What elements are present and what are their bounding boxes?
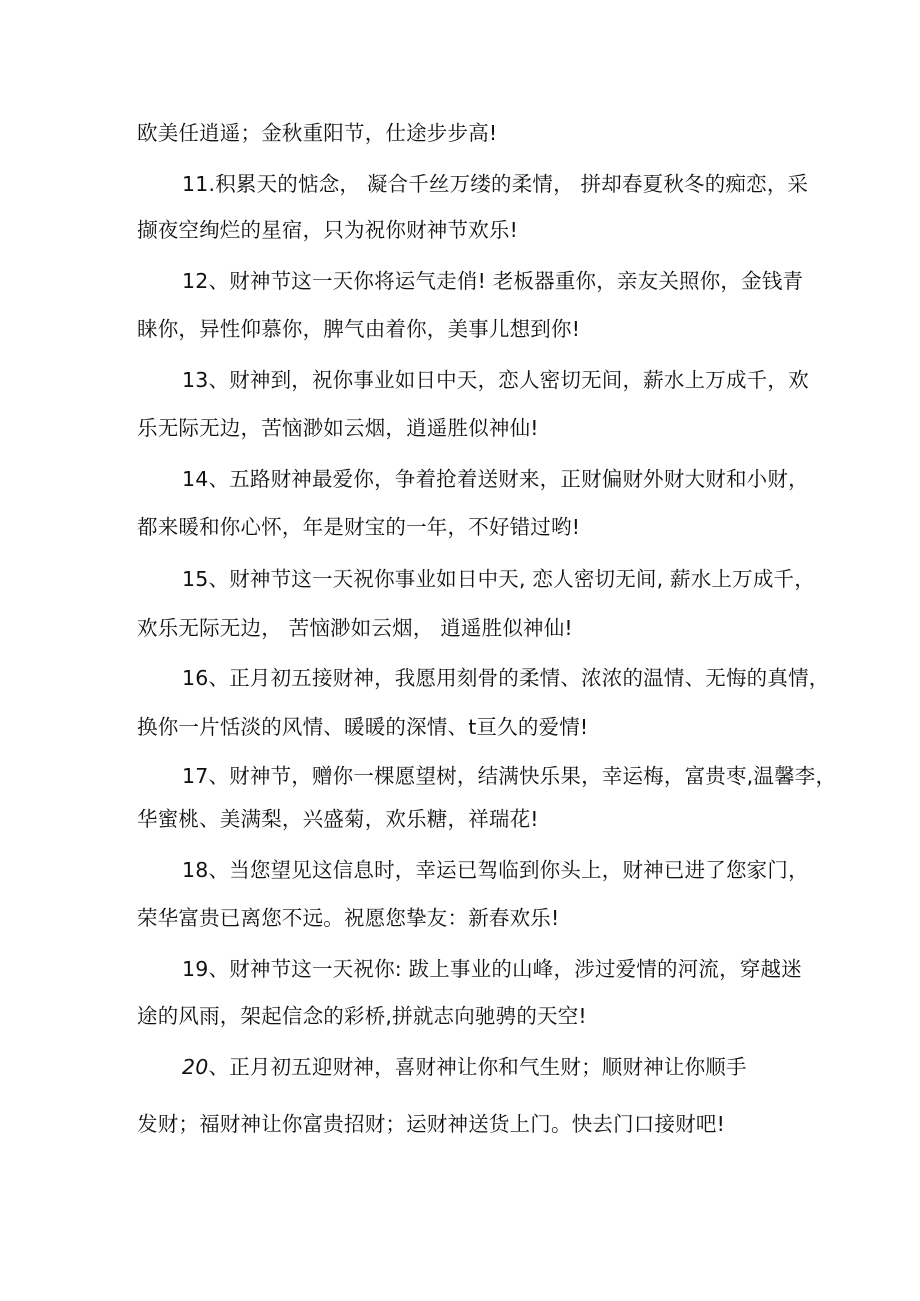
paragraph-17-line-2: 华蜜桃、美满梨，兴盛菊，欢乐糖，祥瑞花! bbox=[137, 807, 539, 831]
paragraph-15-line-1 bbox=[182, 565, 815, 593]
item-number: 14、 bbox=[182, 467, 230, 491]
paragraph-20-line-1 bbox=[182, 1053, 747, 1081]
item-number: 17、 bbox=[182, 764, 230, 788]
item-text: 财神节这一天祝你事业如日中天, 恋人密切无间, 薪水上万成千， bbox=[229, 567, 815, 591]
item-number: 13、 bbox=[182, 368, 230, 392]
paragraph-11-line-2: 撷夜空绚烂的星宿，只为祝你财神节欢乐! bbox=[137, 218, 519, 242]
paragraph-19-line-2: 途的风雨，架起信念的彩桥,拼就志向驰骋的天空! bbox=[137, 1004, 587, 1028]
item-text: 正月初五接财神，我愿用刻骨的柔情、浓浓的温情、无悔的真情， bbox=[229, 666, 830, 690]
paragraph-18-line-1 bbox=[182, 856, 809, 884]
paragraph-17-line-1 bbox=[182, 762, 836, 790]
paragraph-12-line-2: 睐你，异性仰慕你，脾气由着你，美事儿想到你! bbox=[137, 317, 581, 341]
paragraph-14-line-1 bbox=[182, 465, 809, 493]
paragraph-20-line-2: 发财；福财神让你富贵招财；运财神送货上门。快去门口接财吧! bbox=[137, 1112, 726, 1136]
item-text: 积累天的惦念， 凝合千丝万缕的柔情， 拼却春夏秋冬的痴恋，采 bbox=[215, 172, 809, 196]
item-number: 11. bbox=[182, 172, 216, 196]
item-text: 财神节，赠你一棵愿望树，结满快乐果，幸运梅，富贵枣,温馨李， bbox=[229, 764, 837, 788]
item-text: 财神节这一天你将运气走俏! 老板器重你，亲友关照你，金钱青 bbox=[229, 269, 804, 293]
item-number-suffix: 、 bbox=[208, 1055, 230, 1079]
item-text: 五路财神最爱你，争着抢着送财来，正财偏财外财大财和小财， bbox=[229, 467, 809, 491]
item-number: 20 bbox=[182, 1055, 209, 1079]
item-number: 15、 bbox=[182, 567, 230, 591]
paragraph-13-line-1 bbox=[182, 366, 809, 394]
item-text: 当您望见这信息时，幸运已驾临到你头上，财神已进了您家门， bbox=[229, 858, 809, 882]
item-text: 财神到，祝你事业如日中天，恋人密切无间，薪水上万成千，欢 bbox=[229, 368, 809, 392]
paragraph-16-line-2: 换你一片恬淡的风情、暖暖的深情、t亘久的爱情! bbox=[137, 715, 589, 739]
paragraph-15-line-2: 欢乐无际无边， 苦恼渺如云烟， 逍遥胜似神仙! bbox=[137, 616, 573, 640]
lead-line: 欧美任逍遥；金秋重阳节，仕途步步高! bbox=[137, 121, 498, 145]
item-text: 财神节这一天祝你: 跋上事业的山峰，涉过爱情的河流，穿越迷 bbox=[229, 957, 802, 981]
item-number: 16、 bbox=[182, 666, 230, 690]
paragraph-13-line-2: 乐无际无边，苦恼渺如云烟，逍遥胜似神仙! bbox=[137, 416, 539, 440]
paragraph-19-line-1 bbox=[182, 955, 802, 983]
item-number: 12、 bbox=[182, 269, 230, 293]
paragraph-16-line-1 bbox=[182, 664, 830, 692]
paragraph-14-line-2: 都来暖和你心怀，年是财宝的一年，不好错过哟! bbox=[137, 515, 581, 539]
item-number: 19、 bbox=[182, 957, 230, 981]
paragraph-11-line-1 bbox=[182, 170, 808, 198]
item-number: 18、 bbox=[182, 858, 230, 882]
item-text: 正月初五迎财神，喜财神让你和气生财；顺财神让你顺手 bbox=[229, 1055, 747, 1079]
paragraph-18-line-2: 荣华富贵已离您不远。祝愿您挚友：新春欢乐! bbox=[137, 906, 560, 930]
paragraph-12-line-1 bbox=[182, 267, 803, 295]
